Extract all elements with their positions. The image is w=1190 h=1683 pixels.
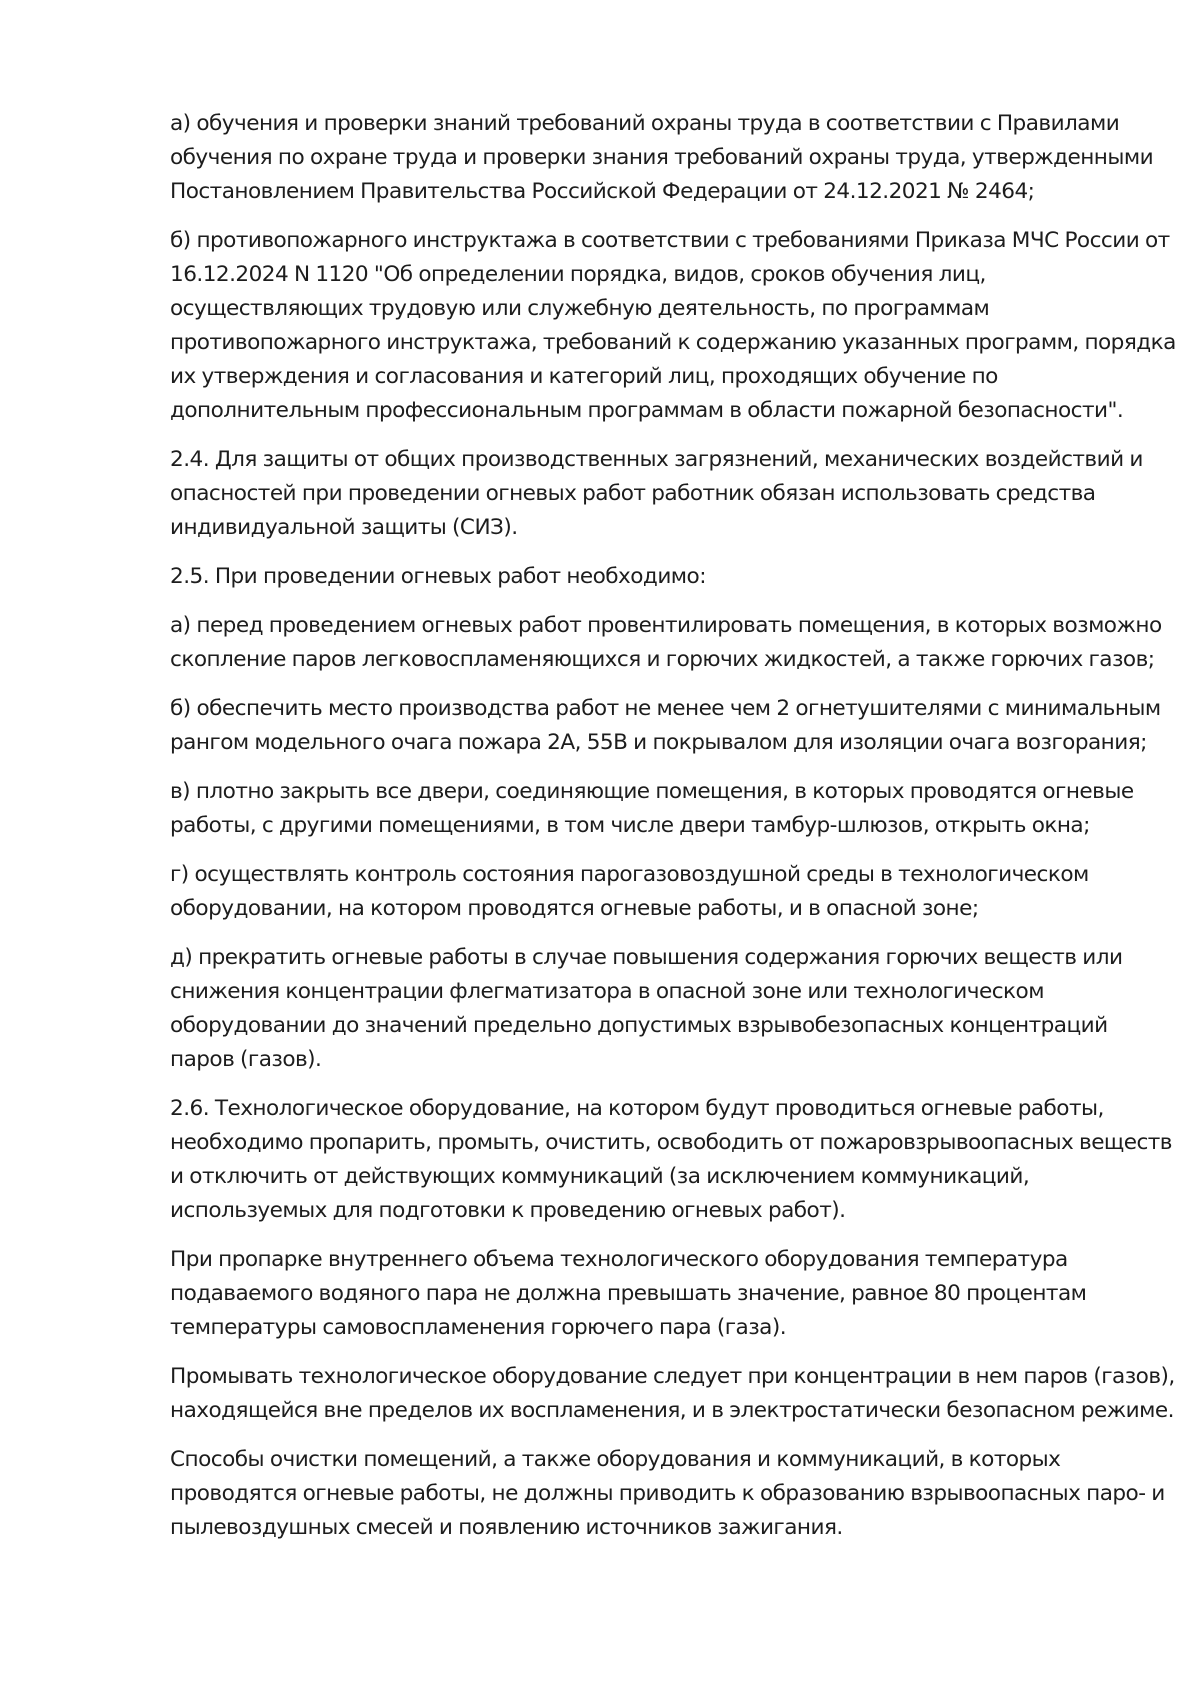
paragraph-fire-briefing	[170, 224, 1176, 428]
paragraph-2-6	[170, 1092, 1172, 1228]
text-line: их утверждения и согласования и категорий лиц, проходящих обучение по	[170, 364, 998, 389]
text-line: находящейся вне пределов их воспламенения, и в электростатически безопасном режиме.	[170, 1398, 1174, 1423]
text-line: Способы очистки помещений, а также оборудования и коммуникаций, в которых	[170, 1447, 1061, 1472]
text-line: снижения концентрации флегматизатора в опасной зоне или технологическом	[170, 979, 1044, 1004]
text-line: б) противопожарного инструктажа в соответствии с требованиями Приказа МЧС России от	[170, 228, 1170, 253]
document-page	[170, 107, 1176, 1560]
text-line: обучения по охране труда и проверки знания требований охраны труда, утвержденными	[170, 145, 1154, 170]
text-line: пылевоздушных смесей и появлению источников зажигания.	[170, 1515, 843, 1540]
text-line: 2.4. Для защиты от общих производственных загрязнений, механических воздействий и	[170, 447, 1143, 472]
paragraph-steaming	[170, 1243, 1118, 1345]
paragraph-2-4	[170, 443, 1143, 545]
text-line: опасностей при проведении огневых работ работник обязан использовать средства	[170, 481, 1096, 506]
text-line: оборудовании, на котором проводятся огневые работы, и в опасной зоне;	[170, 896, 979, 921]
text-line: необходимо пропарить, промыть, очистить, освободить от пожаровзрывоопасных веществ	[170, 1130, 1172, 1155]
text-line: работы, с другими помещениями, в том числе двери тамбур-шлюзов, открыть окна;	[170, 813, 1090, 838]
text-line: проводятся огневые работы, не должны приводить к образованию взрывоопасных паро- и	[170, 1481, 1165, 1506]
paragraph-training	[170, 107, 1154, 209]
text-line: в) плотно закрыть все двери, соединяющие помещения, в которых проводятся огневые	[170, 779, 1134, 804]
text-line: а) перед проведением огневых работ провентилировать помещения, в которых возможно	[170, 613, 1162, 638]
text-line: дополнительным профессиональным программам в области пожарной безопасности".	[170, 398, 1124, 423]
text-line: 2.5. При проведении огневых работ необходимо:	[170, 564, 706, 589]
paragraph-stop-work	[170, 941, 1123, 1077]
text-line: 2.6. Технологическое оборудование, на котором будут проводиться огневые работы,	[170, 1096, 1104, 1121]
text-line: температуры самовоспламенения горючего пара (газа).	[170, 1315, 787, 1340]
text-line: Промывать технологическое оборудование следует при концентрации в нем паров (газов),	[170, 1364, 1175, 1389]
text-line: д) прекратить огневые работы в случае повышения содержания горючих веществ или	[170, 945, 1123, 970]
text-line: скопление паров легковоспламеняющихся и горючих жидкостей, а также горючих газов;	[170, 647, 1155, 672]
text-line: 16.12.2024 N 1120 "Об определении порядка, видов, сроков обучения лиц,	[170, 262, 986, 287]
text-line: оборудовании до значений предельно допустимых взрывобезопасных концентраций	[170, 1013, 1108, 1038]
text-line: подаваемого водяного пара не должна превышать значение, равное 80 процентам	[170, 1281, 1087, 1306]
text-line: г) осуществлять контроль состояния парогазовоздушной среды в технологическом	[170, 862, 1089, 887]
text-line: рангом модельного очага пожара 2А, 55В и покрывалом для изоляции очага возгорания;	[170, 730, 1147, 755]
paragraph-monitor-environment	[170, 858, 1118, 926]
text-line: противопожарного инструктажа, требований к содержанию указанных программ, порядка	[170, 330, 1176, 355]
text-line: используемых для подготовки к проведению огневых работ).	[170, 1198, 846, 1223]
text-line: осуществляющих трудовую или служебную деятельность, по программам	[170, 296, 990, 321]
text-line: паров (газов).	[170, 1047, 322, 1072]
text-line: б) обеспечить место производства работ не менее чем 2 огнетушителями с минимальным	[170, 696, 1161, 721]
paragraph-2-5	[170, 560, 1118, 594]
text-line: При пропарке внутреннего объема технологического оборудования температура	[170, 1247, 1068, 1272]
text-line: индивидуальной защиты (СИЗ).	[170, 515, 518, 540]
paragraph-cleaning-methods	[170, 1443, 1165, 1545]
paragraph-close-doors	[170, 775, 1134, 843]
paragraph-extinguishers	[170, 692, 1161, 760]
paragraph-washing	[170, 1360, 1175, 1428]
text-line: Постановлением Правительства Российской Федерации от 24.12.2021 № 2464;	[170, 179, 1035, 204]
paragraph-ventilate	[170, 609, 1162, 677]
text-line: и отключить от действующих коммуникаций (за исключением коммуникаций,	[170, 1164, 1030, 1189]
text-line: а) обучения и проверки знаний требований охраны труда в соответствии с Правилами	[170, 111, 1120, 136]
